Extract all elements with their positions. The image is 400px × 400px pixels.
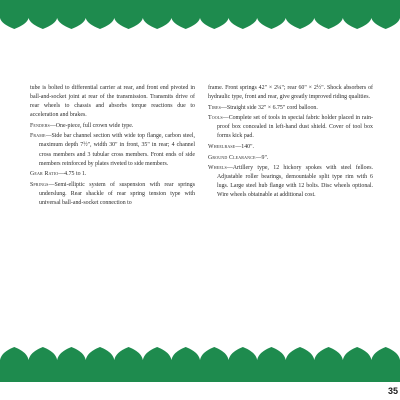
spec-paragraph-wheels <box>208 164 373 200</box>
left-column <box>30 84 195 210</box>
page-number: 35 <box>387 386 398 396</box>
spec-paragraph-tools <box>208 114 373 141</box>
spec-text: —Straight side 32" × 6.75" cord balloon. <box>221 104 318 111</box>
spec-paragraph-wheelbase <box>208 143 373 152</box>
spec-text: —Complete set of tools in special fabric holder placed in rain-proof box concealed in left-hand dust shield. Cover of tool box forms kick pad. <box>217 115 373 140</box>
spec-paragraph-torque-tube <box>30 84 195 120</box>
right-column <box>208 84 373 202</box>
spec-paragraph-springs <box>30 181 195 208</box>
spec-paragraph-ground-clearance <box>208 154 373 163</box>
spec-paragraph-frame <box>30 132 195 168</box>
spec-term: Wheelbase <box>208 144 236 151</box>
spec-text: —4.75 to 1. <box>58 171 87 178</box>
bottom-scalloped-border <box>0 330 400 382</box>
spec-text: —140". <box>235 144 254 151</box>
spec-text: —Artillery type, 12 hickory spokes with steel felloes. Adjustable roller bearings, demountable split type rim with 6 lugs. Large steel hub flange with 12 bolts. Disc wheels optional. Wire wheels obtainable at additional cost. <box>217 165 373 199</box>
spec-term: Tires <box>208 104 222 111</box>
spec-paragraph-fenders <box>30 122 195 131</box>
spec-term: Tools <box>208 115 223 122</box>
spec-term: Frame <box>30 133 46 140</box>
spec-text: frame. Front springs 42" × 2¼"; rear 60" × 2½". Shock absorbers of hydraulic type, front and rear, give greatly improved riding qualities. <box>208 85 373 101</box>
spec-paragraph-springs-continued <box>208 84 373 102</box>
spec-term: Ground Clearance <box>208 154 256 161</box>
spec-paragraph-tires <box>208 104 373 113</box>
spec-term: Wheels <box>208 165 227 172</box>
spec-text: —9". <box>255 154 269 161</box>
spec-term: Fenders <box>30 122 50 129</box>
spec-text: —Semi-elliptic system of suspension with rear springs underslung. Rear shackle of rear spring tension type with universal ball-and-socket connection to <box>39 181 195 206</box>
spec-text: —Side bar channel section with wide top flange, carbon steel, maximum depth 7½", width 30" in front, 35" in rear; 4 channel cross members and 3 tubular cross members. Front ends of side members reinforced by plates riveted to side members. <box>39 133 195 167</box>
spec-text: tube is bolted to differential carrier at rear, and front end pivoted in ball-and-socket joint at rear of the transmission. Transmits drive of rear wheels to chassis and absorbs torque reactions due to acceleration and brakes. <box>30 85 195 119</box>
spec-term: Gear Ratio <box>30 171 59 178</box>
spec-paragraph-gear-ratio <box>30 170 195 179</box>
spec-term: Springs <box>30 181 49 188</box>
spec-text: —One-piece, full crown wide type. <box>49 122 134 129</box>
